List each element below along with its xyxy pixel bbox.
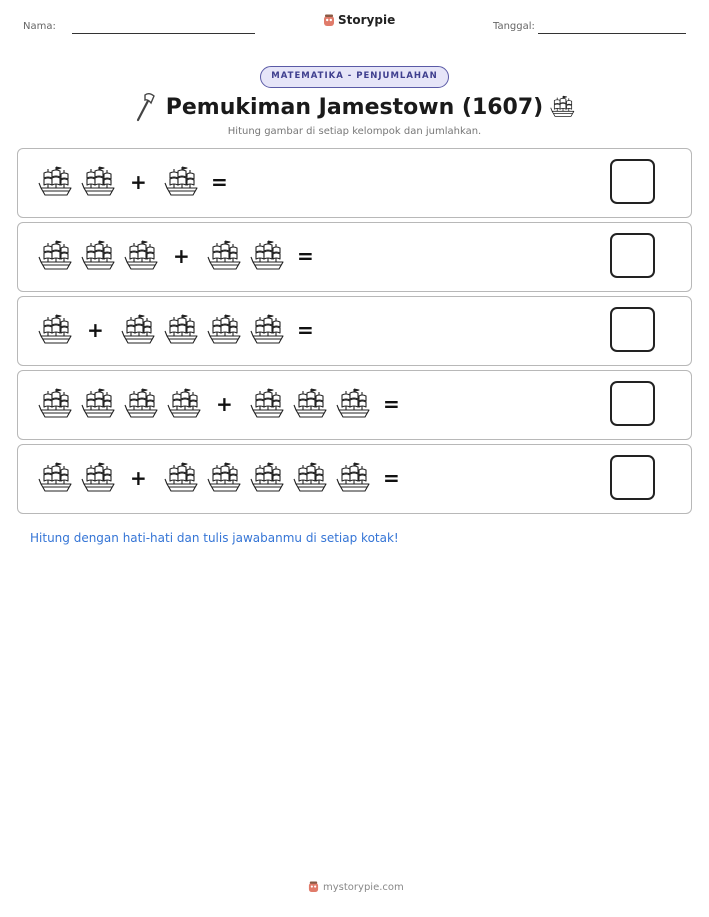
worksheet-header — [0, 0, 709, 40]
ship-icon — [124, 238, 160, 274]
topic-badge: MATEMATIKA - PENJUMLAHAN — [260, 66, 449, 88]
answer-box[interactable] — [610, 159, 655, 204]
ship-icon — [81, 238, 117, 274]
problem-row — [17, 444, 692, 514]
plus-sign: + — [130, 466, 147, 490]
ship-icon — [164, 460, 200, 496]
brand-name: Storypie — [338, 13, 396, 27]
ship-icon — [250, 460, 286, 496]
ship-icon — [548, 94, 578, 120]
ship-icon — [38, 238, 74, 274]
problem-row — [17, 222, 692, 292]
ship-icon — [250, 312, 286, 348]
answer-box[interactable] — [610, 455, 655, 500]
ship-icon — [164, 312, 200, 348]
problem-row — [17, 148, 692, 218]
ship-icon — [81, 460, 117, 496]
tip-text: Hitung dengan hati-hati dan tulis jawabanmu di setiap kotak! — [30, 531, 399, 545]
storypie-logo-icon — [323, 14, 335, 27]
ship-icon — [336, 460, 372, 496]
equals-sign: = — [211, 170, 228, 194]
storypie-logo-icon — [308, 881, 319, 893]
ship-icon — [293, 386, 329, 422]
name-field[interactable] — [72, 33, 255, 34]
ship-icon — [38, 386, 74, 422]
name-label: Nama: — [23, 21, 56, 32]
problem-row — [17, 370, 692, 440]
ship-icon — [124, 386, 160, 422]
ship-icon — [250, 386, 286, 422]
plus-sign: + — [130, 170, 147, 194]
ship-icon — [167, 386, 203, 422]
answer-box[interactable] — [610, 233, 655, 278]
plus-sign: + — [216, 392, 233, 416]
ship-icon — [207, 312, 243, 348]
equals-sign: = — [297, 244, 314, 268]
ship-icon — [207, 238, 243, 274]
ship-icon — [121, 312, 157, 348]
ship-icon — [38, 460, 74, 496]
ship-icon — [38, 164, 74, 200]
ship-icon — [38, 312, 74, 348]
problem-row — [17, 296, 692, 366]
plus-sign: + — [87, 318, 104, 342]
ship-icon — [207, 460, 243, 496]
plus-sign: + — [173, 244, 190, 268]
ship-icon — [336, 386, 372, 422]
ship-icon — [293, 460, 329, 496]
ship-icon — [250, 238, 286, 274]
footer — [308, 881, 404, 893]
answer-box[interactable] — [610, 381, 655, 426]
equals-sign: = — [297, 318, 314, 342]
answer-box[interactable] — [610, 307, 655, 352]
equals-sign: = — [383, 392, 400, 416]
ship-icon — [81, 164, 117, 200]
equals-sign: = — [383, 466, 400, 490]
ship-icon — [164, 164, 200, 200]
date-field[interactable] — [538, 33, 686, 34]
footer-url: mystorypie.com — [323, 881, 404, 893]
instructions: Hitung gambar di setiap kelompok dan jumlahkan. — [227, 126, 482, 137]
page-title: Pemukiman Jamestown (1607) — [165, 95, 544, 120]
brand — [323, 13, 395, 27]
date-label: Tanggal: — [493, 21, 535, 32]
ship-icon — [81, 386, 117, 422]
